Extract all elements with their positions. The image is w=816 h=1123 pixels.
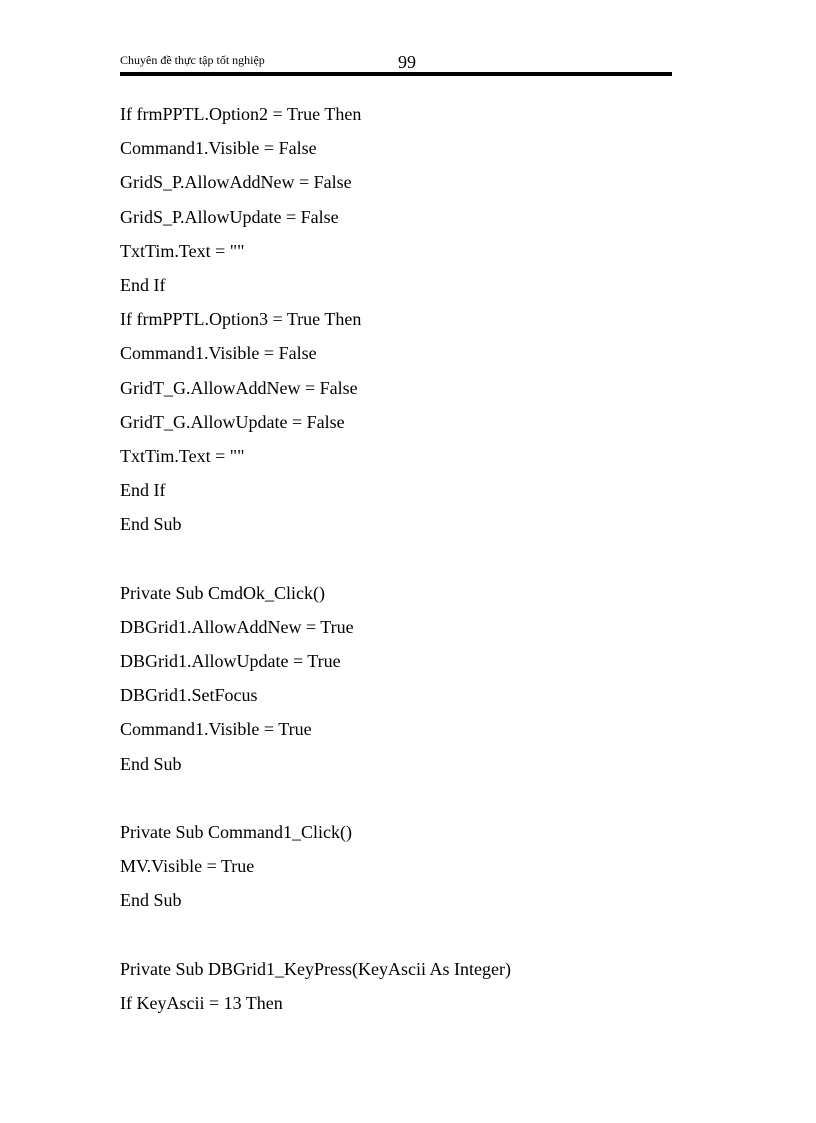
code-line: End Sub — [120, 514, 182, 535]
code-line: End Sub — [120, 753, 182, 774]
code-listing — [120, 100, 680, 1023]
blank-line — [120, 921, 680, 955]
code-line: Private Sub Command1_Click() — [120, 821, 352, 842]
code-line: End If — [120, 480, 166, 501]
code-line: MV.Visible = True — [120, 856, 255, 877]
code-line: If KeyAscii = 13 Then — [120, 992, 283, 1013]
code-line: Command1.Visible = False — [120, 138, 317, 159]
code-line: Command1.Visible = True — [120, 719, 312, 740]
code-line: TxtTim.Text = "" — [120, 240, 245, 261]
code-line: If frmPPTL.Option3 = True Then — [120, 309, 362, 330]
code-line: If frmPPTL.Option2 = True Then — [120, 104, 362, 124]
page-header — [120, 50, 672, 80]
code-line: Command1.Visible = False — [120, 343, 317, 364]
code-line: DBGrid1.SetFocus — [120, 685, 258, 706]
code-line: GridT_G.AllowUpdate = False — [120, 411, 345, 432]
code-line: End Sub — [120, 890, 182, 911]
code-line: Private Sub CmdOk_Click() — [120, 582, 325, 603]
code-line: DBGrid1.AllowUpdate = True — [120, 651, 341, 671]
code-line: GridS_P.AllowUpdate = False — [120, 206, 339, 227]
code-line: End If — [120, 274, 166, 295]
code-line: GridS_P.AllowAddNew = False — [120, 172, 352, 193]
header-rule — [120, 72, 672, 76]
code-line: TxtTim.Text = "" — [120, 445, 245, 466]
blank-line — [120, 544, 680, 578]
page-number: 99 — [398, 52, 416, 72]
header-title: Chuyên đề thực tập tốt nghiệp — [120, 53, 265, 67]
blank-line — [120, 784, 680, 818]
code-line: DBGrid1.AllowAddNew = True — [120, 616, 354, 637]
code-line: Private Sub DBGrid1_KeyPress(KeyAscii As Integer) — [120, 958, 511, 979]
code-line: GridT_G.AllowAddNew = False — [120, 377, 358, 398]
